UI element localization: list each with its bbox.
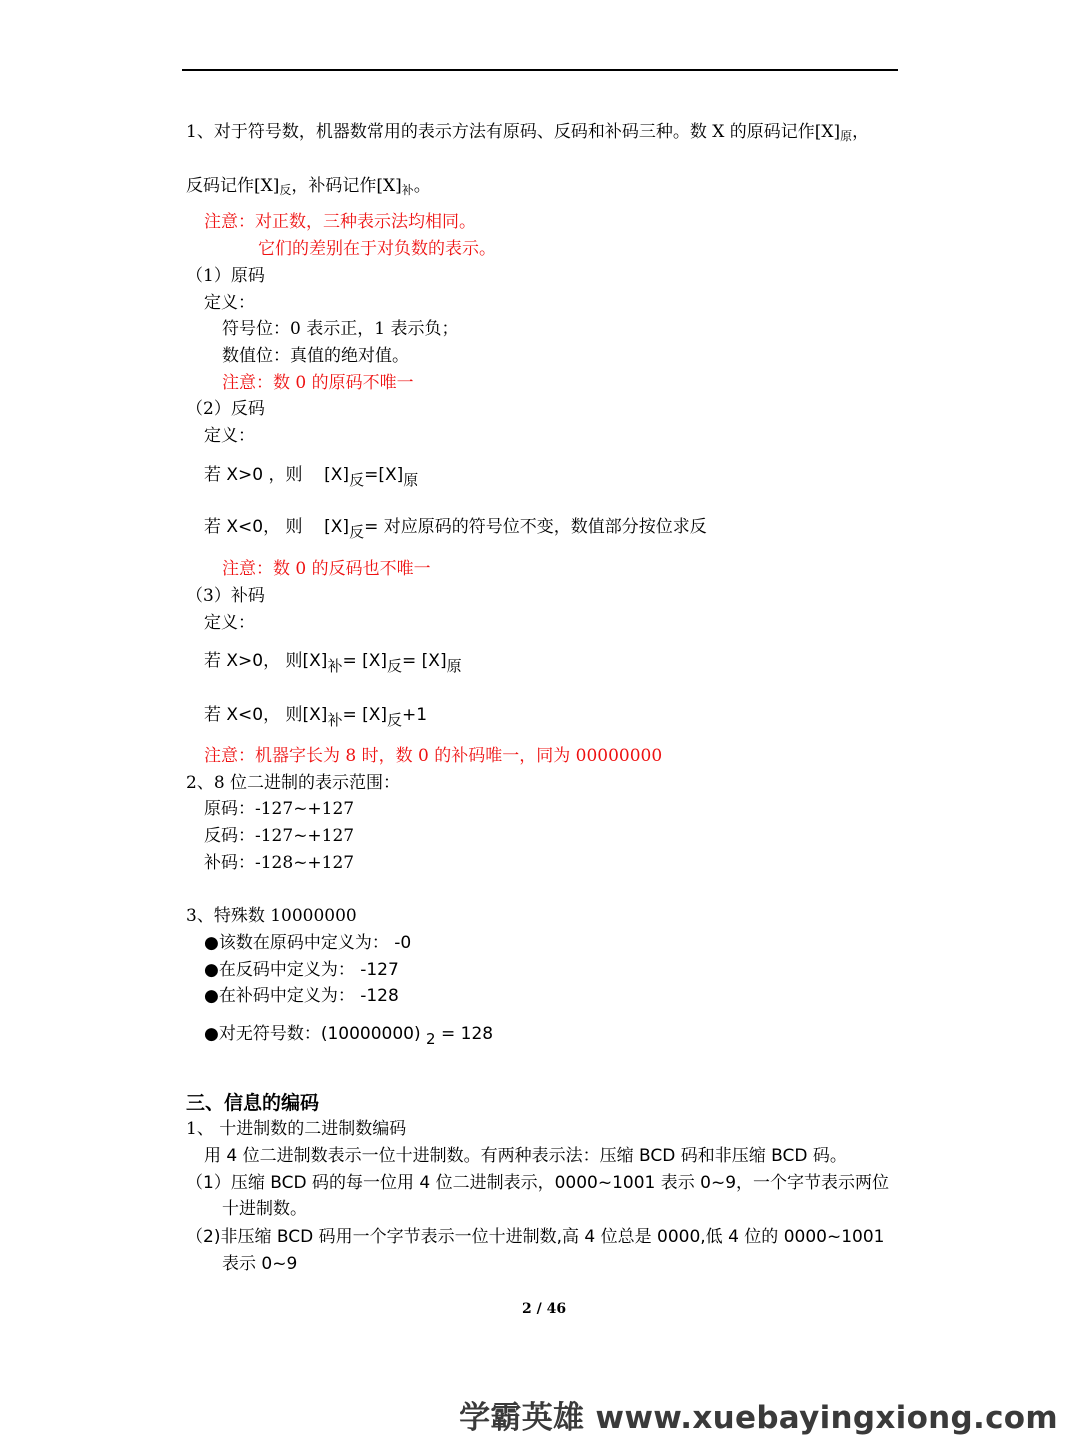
range-yuanma: 原码：-127~+127	[204, 799, 355, 819]
yuanma-title: （1）原码	[186, 266, 265, 286]
yuanma-note: 注意：数 0 的原码不唯一	[222, 373, 414, 393]
page-number: 2 / 46	[522, 1301, 567, 1317]
buma-def: 定义：	[204, 613, 255, 633]
special-bullet-buma: ●在补码中定义为： -128	[204, 986, 399, 1006]
fanma-def: 定义：	[204, 426, 255, 446]
intro-line-2: 反码记作$[X]_反$，补码记作$[X]_补$。	[186, 176, 431, 197]
note-negative-diff: 它们的差别在于对负数的表示。	[258, 239, 496, 259]
range-title: 2、8 位二进制的表示范围：	[186, 773, 401, 793]
bcd-unpacked-line-1: （2)非压缩 BCD 码用一个字节表示一位十进制数,高 4 位总是 0000,低 4 位的 0000~1001	[186, 1227, 885, 1247]
bcd-subtitle: 1、 十进制数的二进制数编码	[186, 1119, 407, 1139]
yuanma-def: 定义：	[204, 293, 255, 313]
buma-note: 注意：机器字长为 8 时，数 0 的补码唯一，同为 00000000	[204, 746, 663, 766]
buma-title: （3）补码	[186, 586, 265, 606]
bcd-packed-line-1: （1）压缩 BCD 码的每一位用 4 位二进制表示，0000~1001 表示 0~9，一个字节表示两位	[186, 1173, 890, 1193]
bcd-intro: 用 4 位二进制数表示一位十进制数。有两种表示法：压缩 BCD 码和非压缩 BCD 码。	[204, 1146, 847, 1166]
buma-positive-rule: 若 X>0， 则[X]补= [X]反= [X]原	[204, 651, 462, 675]
header-rule	[182, 69, 898, 71]
special-bullet-fanma: ●在反码中定义为： -127	[204, 960, 399, 980]
special-bullet-yuanma: ●该数在原码中定义为： -0	[204, 933, 412, 953]
range-buma: 补码：-128~+127	[204, 853, 355, 873]
buma-negative-rule: 若 X<0， 则[X]补= [X]反+1	[204, 705, 428, 729]
special-title: 3、特殊数 10000000	[186, 906, 357, 926]
note-positive-same: 注意：对正数，三种表示法均相同。	[204, 212, 476, 232]
fanma-negative-rule: 若 X<0， 则 [X]反= 对应原码的符号位不变，数值部分按位求反	[204, 517, 707, 541]
intro-line-1: 1、对于符号数，机器数常用的表示方法有原码、反码和补码三种。数 X 的原码记作$[X]_原$，	[186, 122, 870, 143]
fanma-title: （2）反码	[186, 399, 265, 419]
fanma-positive-rule: 若 X>0 ，则 [X]反=[X]原	[204, 465, 419, 489]
bcd-unpacked-line-2: 表示 0~9	[222, 1254, 298, 1274]
range-fanma: 反码：-127~+127	[204, 826, 355, 846]
special-bullet-unsigned: ●对无符号数：(10000000) 2 = 128	[204, 1024, 494, 1048]
yuanma-value: 数值位：真值的绝对值。	[222, 346, 409, 366]
fanma-note: 注意：数 0 的反码也不唯一	[222, 559, 431, 579]
section-heading: 三、信息的编码	[186, 1092, 320, 1114]
yuanma-sign: 符号位：0 表示正，1 表示负；	[222, 319, 459, 339]
bcd-packed-line-2: 十进制数。	[222, 1199, 307, 1219]
watermark: 学霸英雄 www.xuebayingxiong.com	[459, 1400, 1058, 1436]
